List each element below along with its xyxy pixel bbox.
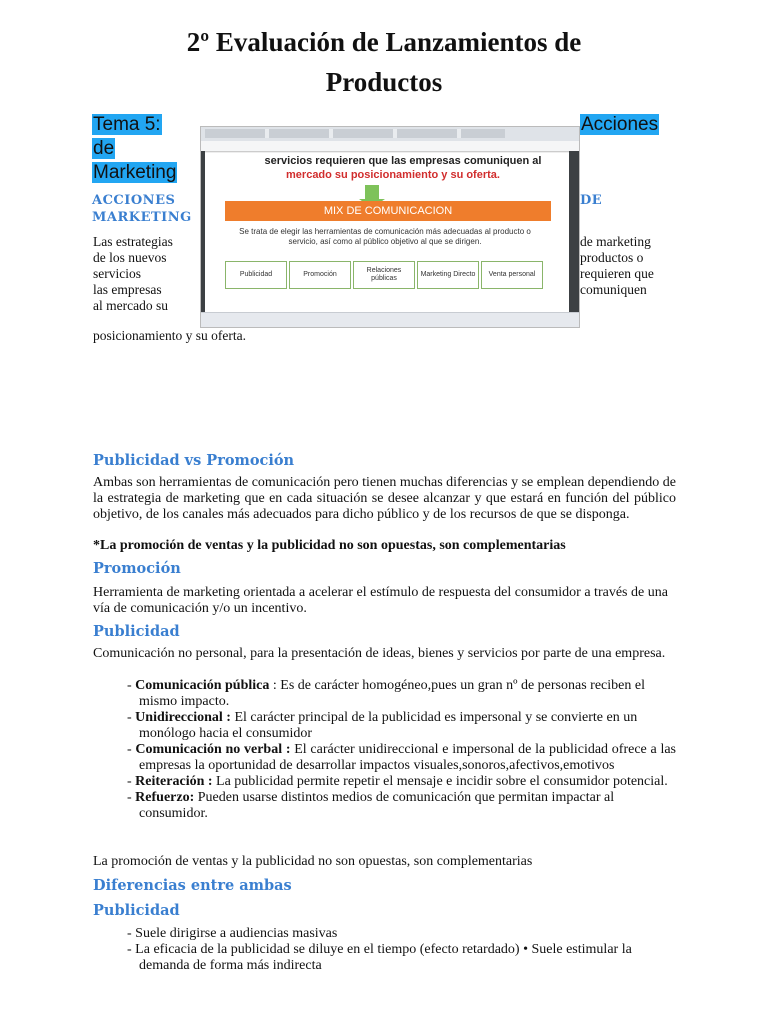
paragraph-complementarias: La promoción de ventas y la publicidad no son opuestas, son complementarias [93,854,533,869]
intro-right-line: productos o [580,250,644,265]
section-publicidad: Publicidad [93,623,180,640]
tool-publicidad: Publicidad [225,261,287,289]
title-line-1: 2º Evaluación de Lanzamientos de [186,27,582,57]
intro-left-column [93,234,173,314]
paragraph-promocion: Herramienta de marketing orientada a acelerar el estímulo de respuesta del consumidor a través de una vía de comunicación y/o un incentivo. [93,585,668,616]
list-item: - Comunicación no verbal : El carácter unidireccional e impersonal de la publicidad ofrece a las empresas la oportunidad de desarrollar impactos visuales,sonoros,afectivos,emotivos [127,742,676,773]
tool-venta-personal: Venta personal [481,261,543,289]
slide-description: Se trata de elegir las herramientas de comunicación más adecuadas al producto o servicio, así como al público objetivo al que se dirigen. [239,227,531,246]
tema-heading-left [92,113,177,185]
intro-left-line: las empresas [93,282,162,297]
slide-line-1: servicios requieren que las empresas comuniquen al [264,155,542,167]
list-item: - Suele dirigirse a audiencias masivas [127,926,338,941]
list-item: - La eficacia de la publicidad se diluye en el tiempo (efecto retardado) • Suele estimular la demanda de forma más indirecta [127,942,632,973]
mix-comunicacion-screenshot [200,126,580,328]
acciones-heading-de: DE [580,193,603,208]
section-publicidad-diferencias: Publicidad [93,902,180,919]
tema-word-marketing: Marketing [93,162,177,183]
tema-word-de: de [93,138,115,159]
tool-marketing-directo: Marketing Directo [417,261,479,289]
taskbar [201,312,579,327]
down-arrow-icon [365,185,379,199]
section-diferencias: Diferencias entre ambas [93,877,292,894]
tool-promocion: Promoción [289,261,351,289]
tema-label: Tema 5: [93,114,161,135]
tema-word-acciones: Acciones [581,114,659,135]
document-title [0,22,768,102]
intro-tail: posicionamiento y su oferta. [93,328,246,343]
intro-right-column [580,234,654,298]
address-bar [201,141,579,152]
section-publicidad-vs-promocion: Publicidad vs Promoción [93,452,295,469]
list-item: - Comunicación pública : Es de carácter homogéneo,pues un gran nº de personas reciben el mismo impacto. [127,678,645,709]
paragraph-complementarias-bold: *La promoción de ventas y la publicidad no son opuestas, son complementarias [93,538,566,553]
intro-right-line: requieren que [580,266,654,281]
slide-content [205,153,569,313]
publicidad-features-list [93,678,676,822]
acciones-word: ACCIONES [92,193,176,208]
paragraph-publicidad: Comunicación no personal, para la presentación de ideas, bienes y servicios por parte de una empresa. [93,646,666,661]
acciones-heading-left [92,192,192,226]
tool-relaciones-publicas: Relaciones públicas [353,261,415,289]
tema-heading-right [580,113,659,137]
title-line-2: Productos [325,67,443,97]
section-promocion: Promoción [93,560,181,577]
paragraph-ambas: Ambas son herramientas de comunicación pero tienen muchas diferencias y se emplean dependiendo de la estrategia de marketing que en cada situación se desee alcanzar y que estará en función del público objetivo, de los canales más adecuados para dicho público y de los recursos de que se disponga. [93,475,676,522]
intro-left-line: servicios [93,266,141,281]
list-item: - Refuerzo: Pueden usarse distintos medios de comunicación que permitan impactar al consumidor. [127,790,615,821]
list-item: - Unidireccional : El carácter principal de la publicidad es impersonal y se convierte en un monólogo hacia el consumidor [127,710,638,741]
marketing-word: MARKETING [92,210,192,225]
intro-left-line: al mercado su [93,298,168,313]
intro-right-line: de marketing [580,234,651,249]
diferencias-list [93,926,676,974]
slide-line-2: mercado su posicionamiento y su oferta. [286,169,500,181]
browser-chrome [201,127,579,141]
list-item: - Reiteración : La publicidad permite repetir el mensaje e incidir sobre el consumidor potencial. [127,774,668,789]
slide-band-title: MIX DE COMUNICACION [225,201,551,221]
intro-left-line: Las estrategias [93,234,173,249]
intro-right-line: comuniquen [580,282,647,297]
intro-left-line: de los nuevos [93,250,167,265]
